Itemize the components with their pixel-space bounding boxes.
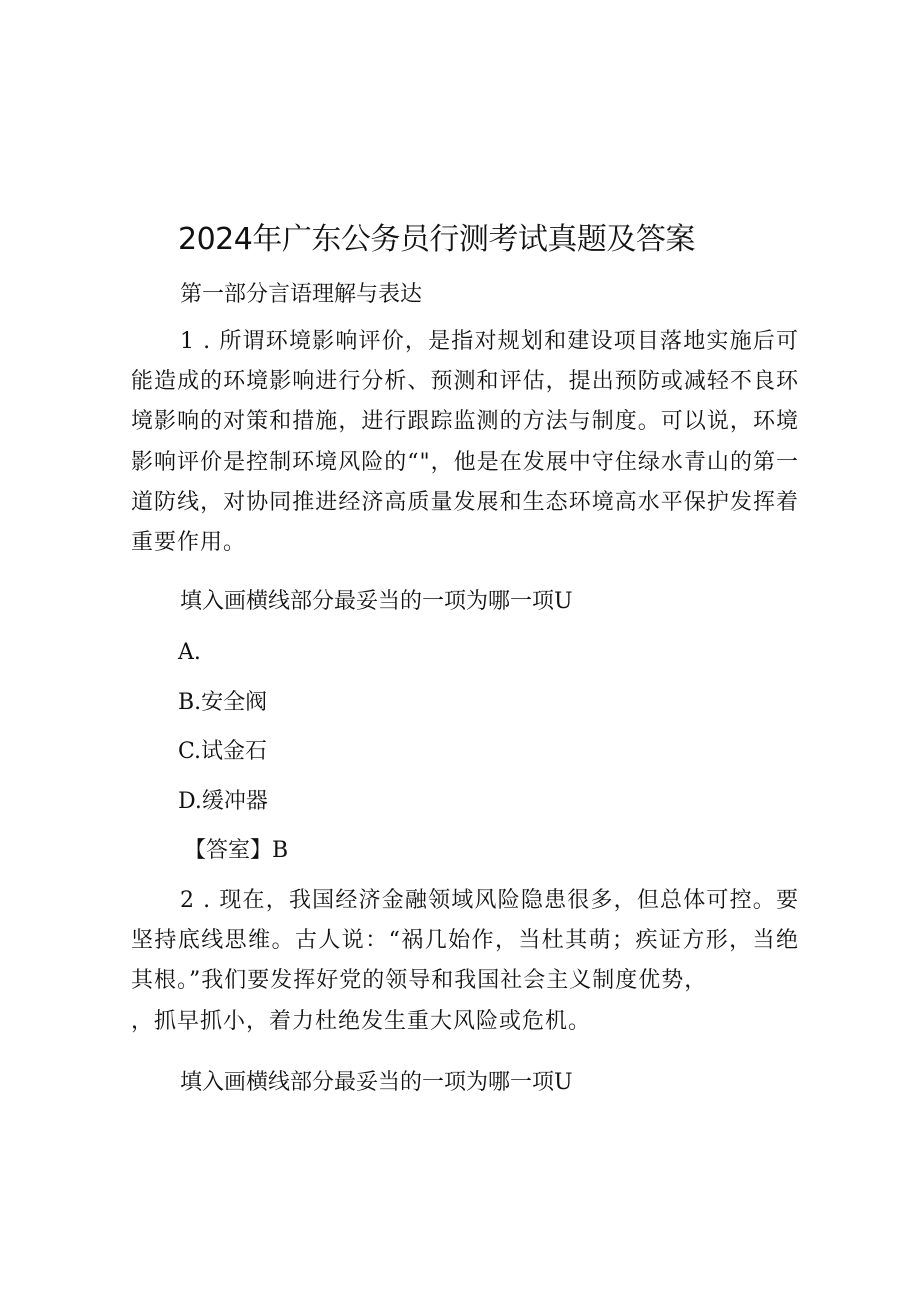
section-heading: 第一部分言语理解与表达 [180,282,423,307]
question-1-prompt: 填入画横线部分最妥当的一项为哪一项U [180,589,573,614]
question-1-option-a: A. [178,640,201,665]
question-2-text: 2 . 现在，我国经济金融领域风险隐患很多，但总体可控。要坚持底线思维。古人说：“祸几始作，当杜其萌；疾证方形，当绝其根。”我们要发挥好党的领导和我国社会主义制度优势， ，抓早抓小，着力杜绝发生重大风险或危机。 [131,888,799,1034]
question-2-prompt: 填入画横线部分最妥当的一项为哪一项U [180,1070,573,1095]
question-1-text: 1 . 所谓环境影响评价，是指对规划和建设项目落地实施后可能造成的环境影响进行分析、预测和评估，提出预防或减轻不良环境影响的对策和措施，进行跟踪监测的方法与制度。可以说，环境影响评价是控制环境风险的“"，他是在发展中守住绿水青山的第一道防线，对协同推进经济高质量发展和生态环境高水平保护发挥着重要作用。 [131,329,799,556]
question-1-option-b: B.安全阀 [178,690,268,715]
document-title: 2024年广东公务员行测考试真题及答案 [178,222,695,257]
question-1-option-c: C.试金石 [178,739,268,764]
question-1-answer: 【答室】B [184,838,289,863]
question-1-option-d: D.缓冲器 [178,789,268,814]
